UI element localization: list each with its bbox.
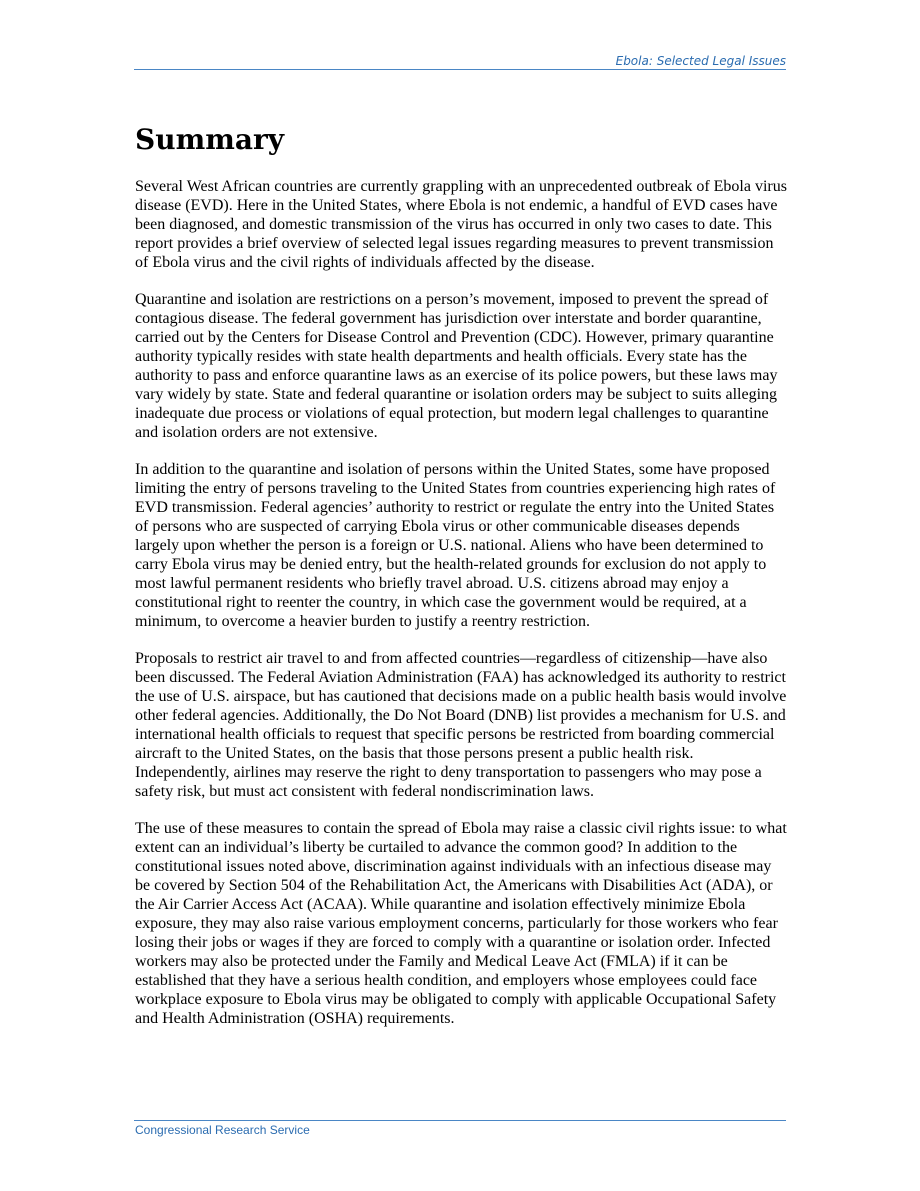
section-title: Summary xyxy=(135,123,284,156)
summary-body xyxy=(135,177,787,1046)
paragraph: Proposals to restrict air travel to and from affected countries—regardless of citizenship—have also been discussed. The Federal Aviation Administration (FAA) has acknowledged its authority to restrict the use of U.S. airspace, but has cautioned that decisions made on a public health basis would involve other federal agencies. Additionally, the Do Not Board (DNB) list provides a mechanism for U.S. and international health officials to request that specific persons be restricted from boarding commercial aircraft to the United States, on the basis that those persons present a public health risk. Independently, airlines may reserve the right to deny transportation to passengers who may pose a safety risk, but must act consistent with federal nondiscrimination laws. xyxy=(135,650,787,800)
footer-divider xyxy=(134,1120,786,1121)
running-header: Ebola: Selected Legal Issues xyxy=(615,54,786,68)
paragraph: Quarantine and isolation are restrictions on a person’s movement, imposed to prevent the spread of contagious disease. The federal government has jurisdiction over interstate and border quarantine, carried out by the Centers for Disease Control and Prevention (CDC). However, primary quarantine authority typically resides with state health departments and health officials. Every state has the authority to pass and enforce quarantine laws as an exercise of its police powers, but these laws may vary widely by state. State and federal quarantine or isolation orders may be subject to suits alleging inadequate due process or violations of equal protection, but modern legal challenges to quarantine and isolation orders are not extensive. xyxy=(135,291,778,441)
paragraph: In addition to the quarantine and isolation of persons within the United States, some have proposed limiting the entry of persons traveling to the United States from countries experiencing high rates of EVD transmission. Federal agencies’ authority to restrict or regulate the entry into the United States of persons who are suspected of carrying Ebola virus or other communicable diseases depends largely upon whether the person is a foreign or U.S. national. Aliens who have been determined to carry Ebola virus may be denied entry, but the health-related grounds for exclusion do not apply to most lawful permanent residents who briefly travel abroad. U.S. citizens abroad may enjoy a constitutional right to reenter the country, in which case the government would be required, at a minimum, to overcome a heavier burden to justify a reentry restriction. xyxy=(135,461,776,630)
running-footer: Congressional Research Service xyxy=(135,1123,310,1137)
paragraph: Several West African countries are currently grappling with an unprecedented outbreak of Ebola virus disease (EVD). Here in the United States, where Ebola is not endemic, a handful of EVD cases have been diagnosed, and domestic transmission of the virus has occurred in only two cases to date. This report provides a brief overview of selected legal issues regarding measures to prevent transmission of Ebola virus and the civil rights of individuals affected by the disease. xyxy=(135,178,787,271)
header-divider xyxy=(134,69,786,70)
paragraph: The use of these measures to contain the spread of Ebola may raise a classic civil rights issue: to what extent can an individual’s liberty be curtailed to advance the common good? In addition to the constitutional issues noted above, discrimination against individuals with an infectious disease may be covered by Section 504 of the Rehabilitation Act, the Americans with Disabilities Act (ADA), or the Air Carrier Access Act (ACAA). While quarantine and isolation effectively minimize Ebola exposure, they may also raise various employment concerns, particularly for those workers who fear losing their jobs or wages if they are forced to comply with a quarantine or isolation order. Infected workers may also be protected under the Family and Medical Leave Act (FMLA) if it can be established that they have a serious health condition, and employers whose employees could face workplace exposure to Ebola virus may be obligated to comply with applicable Occupational Safety and Health Administration (OSHA) requirements. xyxy=(135,820,787,1027)
